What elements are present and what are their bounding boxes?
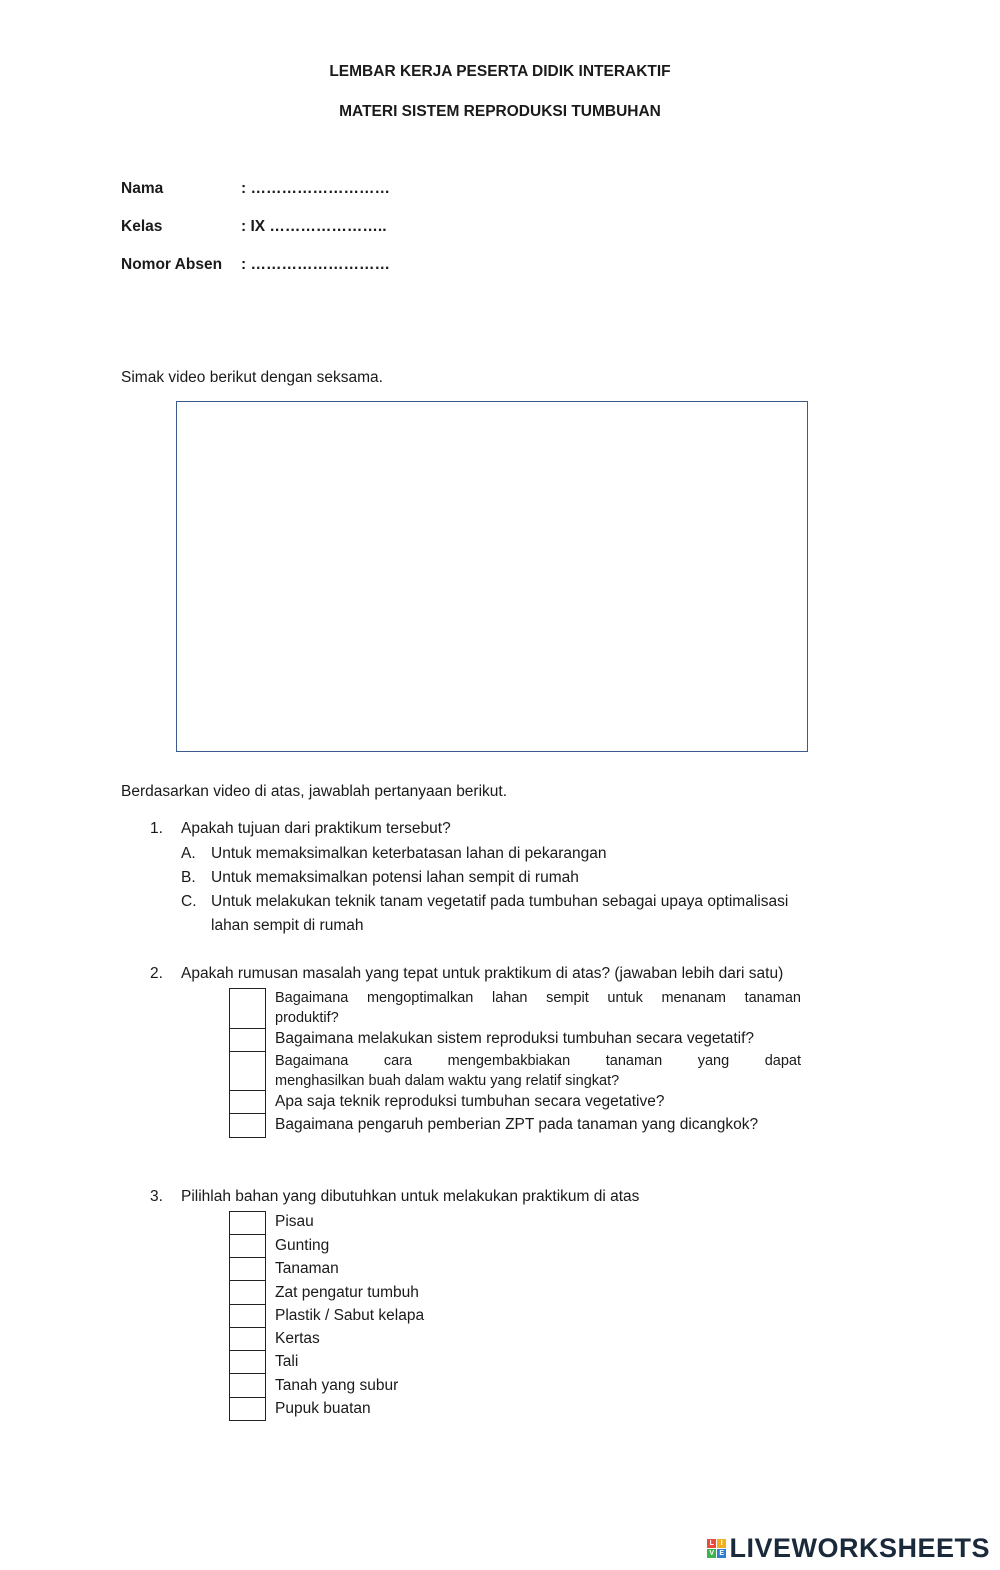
option-line: Bagaimana mengoptimalkan lahan sempit untuk menanam tanaman bbox=[275, 990, 801, 1006]
question-1-option-c[interactable]: Untuk melakukan teknik tanam vegetatif pada tumbuhan sebagai upaya optimalisasi bbox=[211, 893, 789, 910]
logo-text: LIVEWORKSHEETS bbox=[729, 1533, 990, 1563]
name-field[interactable]: : ……………………… bbox=[241, 180, 390, 197]
question-2-option-label: Apa saja teknik reproduksi tumbuhan secara vegetative? bbox=[275, 1093, 665, 1110]
material-option-label: Pisau bbox=[275, 1213, 314, 1230]
checkbox[interactable] bbox=[229, 1113, 266, 1138]
logo-mark-letter: E bbox=[719, 1550, 725, 1557]
worksheet-title: LEMBAR KERJA PESERTA DIDIK INTERAKTIF bbox=[329, 63, 671, 80]
checkbox[interactable] bbox=[229, 1028, 266, 1052]
logo-mark-letter: L bbox=[707, 1539, 716, 1548]
liveworksheets-logo[interactable] bbox=[707, 1533, 990, 1564]
option-letter[interactable]: B. bbox=[181, 869, 196, 886]
option-letter[interactable]: A. bbox=[181, 845, 196, 862]
material-option-label: Tali bbox=[275, 1353, 299, 1370]
question-number: 3. bbox=[150, 1188, 163, 1205]
question-2-option-label bbox=[275, 1051, 801, 1091]
absence-number-field[interactable]: : ……………………… bbox=[241, 256, 390, 273]
absence-number-label: Nomor Absen bbox=[121, 256, 223, 273]
worksheet-subtitle: MATERI SISTEM REPRODUKSI TUMBUHAN bbox=[339, 103, 661, 120]
checkbox[interactable] bbox=[229, 1350, 266, 1374]
checkbox[interactable] bbox=[229, 1327, 266, 1351]
name-label: Nama bbox=[121, 180, 164, 197]
logo-mark-letter: I bbox=[717, 1539, 726, 1548]
logo-mark-letter: V bbox=[709, 1550, 715, 1557]
question-2-option-label: Bagaimana pengaruh pemberian ZPT pada tanaman yang dicangkok? bbox=[275, 1116, 759, 1133]
checkbox[interactable] bbox=[229, 1211, 266, 1235]
question-1-option-b[interactable]: Untuk memaksimalkan potensi lahan sempit di rumah bbox=[211, 869, 579, 886]
video-player[interactable] bbox=[176, 401, 808, 752]
material-option-label: Tanah yang subur bbox=[275, 1377, 399, 1394]
logo-mark-icon bbox=[707, 1539, 726, 1558]
question-number: 1. bbox=[150, 820, 163, 837]
material-option-label: Kertas bbox=[275, 1330, 320, 1347]
option-letter[interactable]: C. bbox=[181, 893, 197, 910]
material-option-label: Gunting bbox=[275, 1237, 330, 1254]
class-label: Kelas bbox=[121, 218, 163, 235]
question-1-text: Apakah tujuan dari praktikum tersebut? bbox=[181, 820, 451, 837]
question-number: 2. bbox=[150, 965, 163, 982]
question-1-option-a[interactable]: Untuk memaksimalkan keterbatasan lahan di pekarangan bbox=[211, 845, 607, 862]
class-field[interactable]: : IX ………………….. bbox=[241, 218, 387, 235]
checkbox[interactable] bbox=[229, 1280, 266, 1305]
questions-intro: Berdasarkan video di atas, jawablah pertanyaan berikut. bbox=[121, 783, 508, 800]
checkbox[interactable] bbox=[229, 1051, 266, 1091]
option-line: Bagaimana cara mengembakbiakan tanaman yang dapat bbox=[275, 1053, 801, 1069]
material-option-label: Tanaman bbox=[275, 1260, 339, 1277]
question-1-option-c-continued[interactable]: lahan sempit di rumah bbox=[211, 917, 364, 934]
checkbox[interactable] bbox=[229, 988, 266, 1029]
option-line: menghasilkan buah dalam waktu yang relatif singkat? bbox=[275, 1073, 620, 1089]
option-line: produktif? bbox=[275, 1010, 339, 1026]
checkbox[interactable] bbox=[229, 1090, 266, 1114]
video-instruction: Simak video berikut dengan seksama. bbox=[121, 369, 383, 386]
checkbox[interactable] bbox=[229, 1257, 266, 1281]
checkbox[interactable] bbox=[229, 1304, 266, 1328]
question-3-text: Pilihlah bahan yang dibutuhkan untuk melakukan praktikum di atas bbox=[181, 1188, 640, 1205]
question-2-option-label: Bagaimana melakukan sistem reproduksi tumbuhan secara vegetatif? bbox=[275, 1030, 755, 1047]
material-option-label: Plastik / Sabut kelapa bbox=[275, 1307, 425, 1324]
checkbox[interactable] bbox=[229, 1234, 266, 1258]
checkbox[interactable] bbox=[229, 1373, 266, 1398]
material-option-label: Zat pengatur tumbuh bbox=[275, 1284, 419, 1301]
question-2-text: Apakah rumusan masalah yang tepat untuk praktikum di atas? (jawaban lebih dari satu) bbox=[181, 965, 784, 982]
checkbox[interactable] bbox=[229, 1397, 266, 1421]
material-option-label: Pupuk buatan bbox=[275, 1400, 371, 1417]
question-2-option-label bbox=[275, 988, 801, 1028]
